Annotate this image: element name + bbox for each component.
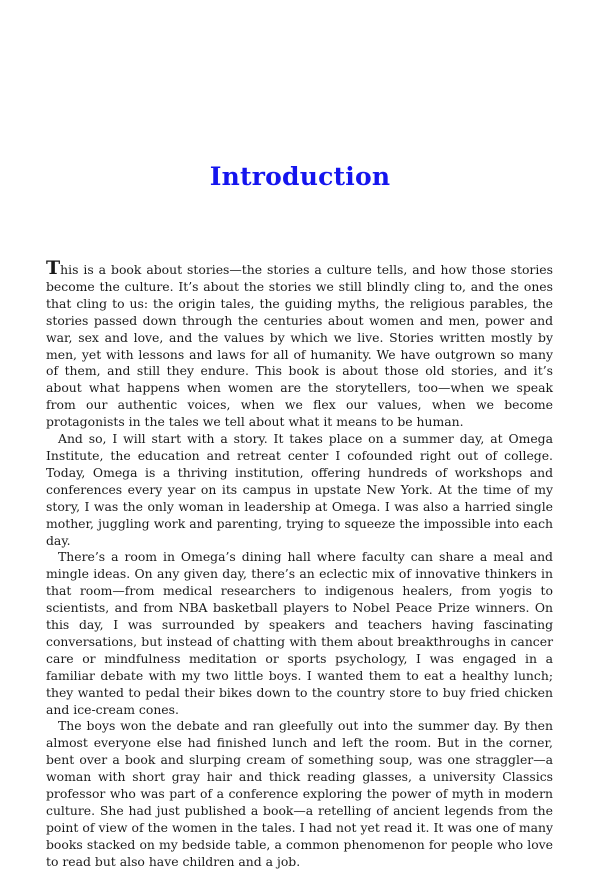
chapter-title: Introduction bbox=[209, 162, 391, 191]
body-text bbox=[46, 257, 553, 871]
paragraph-3: There’s a room in Omega’s dining hall where faculty can share a meal and mingle ideas. On any given day, there’s an eclectic mix of innovative thinkers in that room—from medical researchers to indigenous healers, from yogis to scientists, and from NBA basketball players to Nobel Peace Prize winners. On this day, I was surrounded by speakers and teachers having fascinating conversations, but instead of chatting with them about breakthroughs in cancer care or mindfulness meditation or sports psychology, I was engaged in a familiar debate with my two little boys. I wanted them to eat a healthy lunch; they wanted to pedal their bikes down to the country store to buy fried chicken and ice-cream cones. bbox=[46, 549, 553, 717]
paragraph-2: And so, I will start with a story. It takes place on a summer day, at Omega Institute, the education and retreat center I cofounded right out of college. Today, Omega is a thriving institution, offering hundreds of workshops and conferences every year on its campus in upstate New York. At the time of my story, I was the only woman in leadership at Omega. I was also a harried single mother, juggling work and parenting, trying to squeeze the impossible into each day. bbox=[46, 431, 553, 548]
drop-initial: T bbox=[46, 257, 61, 279]
paragraph-1 bbox=[46, 257, 553, 431]
paragraph-4: The boys won the debate and ran gleefully out into the summer day. By then almost everyone else had finished lunch and left the room. But in the corner, bent over a book and slurping cream of something soup, was one straggler—a woman with short gray hair and thick reading glasses, a university Classics professor who was part of a conference exploring the power of myth in modern culture. She had just published a book—a retelling of ancient legends from the point of view of the women in the tales. I had not yet read it. It was one of many books stacked on my bedside table, a common phenomenon for people who love to read but also have children and a job. bbox=[46, 718, 553, 869]
paragraph-1-text: his is a book about stories—the stories a culture tells, and how those stories become the culture. It’s about the stories we still blindly cling to, and the ones that cling to us: the origin tales, the guiding myths, the religious parables, the stories passed down through the centuries about women and men, power and war, sex and love, and the values by which we live. Stories written mostly by men, yet with lessons and laws for all of humanity. We have outgrown so many of them, and still they endure. This book is about those old stories, and it’s about what happens when women are the storytellers, too—when we speak from our authentic voices, when we flex our values, when we become protagonists in the tales we tell about what it means to be human. bbox=[46, 262, 553, 430]
